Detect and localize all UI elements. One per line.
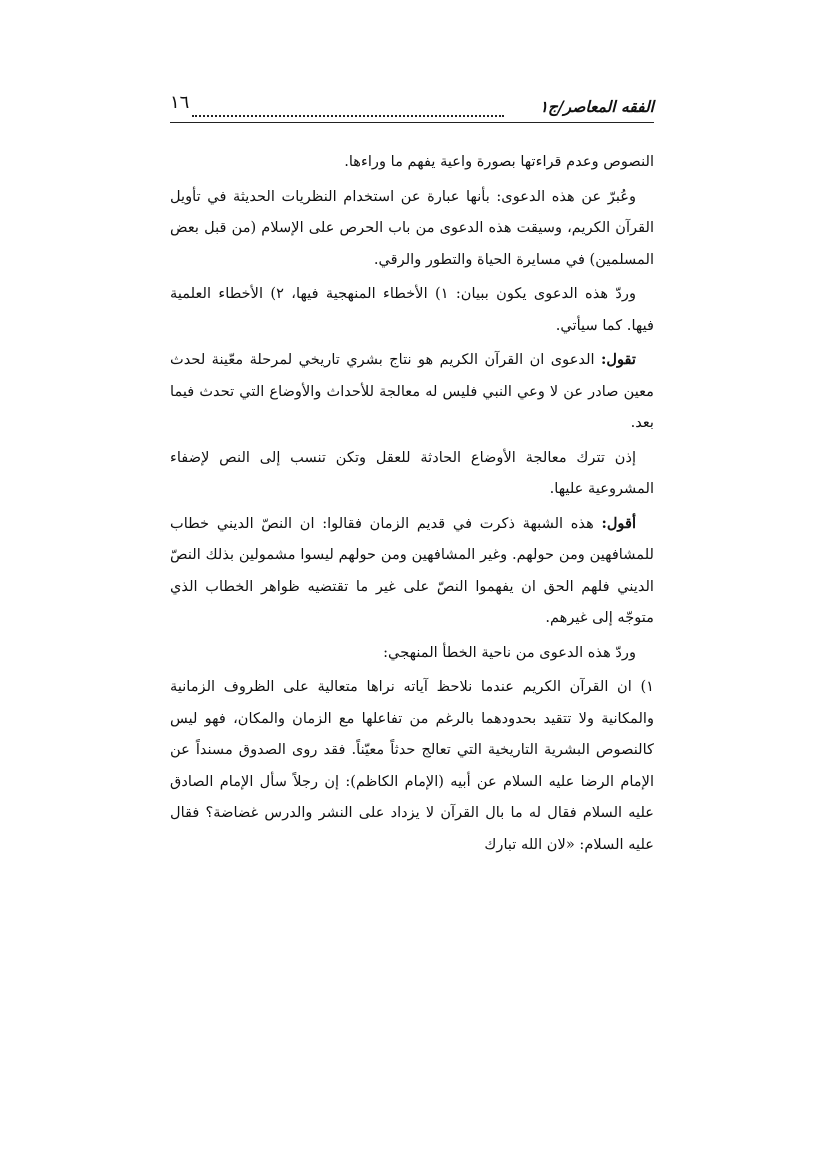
running-header	[170, 92, 654, 126]
header-dotted-leader	[192, 115, 504, 117]
document-page	[170, 92, 654, 863]
paragraph-4	[170, 344, 654, 439]
paragraph-text: النصوص وعدم قراءتها بصورة واعية يفهم ما وراءها.	[344, 153, 654, 170]
paragraph-1	[170, 146, 654, 178]
paragraph-7	[170, 637, 654, 669]
paragraph-8	[170, 671, 654, 860]
paragraph-text: هذه الشبهة ذكرت في قديم الزمان فقالوا: ان النصّ الديني خطاب للمشافهين ومن حولهم. وغير المشافهين ومن حولهم ليسوا مشمولين بذلك النصّ الديني فلهم الحق ان يفهموا النصّ على غير ما تقتضيه ظواهر الخطاب الذي متوجّه إلى غيرهم.	[170, 514, 654, 626]
paragraph-text: وردّ هذه الدعوى يكون ببيان: ١) الأخطاء المنهجية فيها، ٢) الأخطاء العلمية فيها. كما سيأتي.	[170, 285, 654, 334]
paragraph-text: إذن تترك معالجة الأوضاع الحادثة للعقل وتكن تنسب إلى النص لإضفاء المشروعية عليها.	[170, 448, 654, 497]
paragraph-lead: أقول:	[601, 514, 636, 532]
paragraph-5	[170, 442, 654, 505]
paragraph-text: ١) ان القرآن الكريم عندما نلاحظ آياته نراها متعالية على الظروف الزمانية والمكانية ولا تتقيد بحدودهما بالرغم من تفاعلها مع الزمان والمكان، فهو ليس كالنصوص البشرية التاريخية التي تعالج حدثاً معيّناً. فقد روى الصدوق مسنداً عن الإمام الرضا عليه السلام عن أبيه (الإمام الكاظم): إن رجلاً سأل الإمام الصادق عليه السلام فقال له ما بال القرآن لا يزداد على النشر والدرس غضاضة؟ فقال عليه السلام: «لان الله تبارك	[170, 678, 654, 853]
paragraph-text: الدعوى ان القرآن الكريم هو نتاج بشري تاريخي لمرحلة معّينة لحدث معين صادر عن لا وعي النبي فليس له معالجة للأحداث والأوضاع التي تحدث فيما بعد.	[170, 351, 654, 431]
paragraph-6	[170, 508, 654, 634]
paragraph-lead: تقول:	[601, 351, 636, 368]
body-text	[170, 146, 654, 860]
book-title: الفقه المعاصر/ج١	[539, 97, 654, 116]
page-number: ١٦	[170, 92, 190, 113]
paragraph-2	[170, 181, 654, 276]
header-divider	[170, 122, 654, 123]
paragraph-text: وردّ هذه الدعوى من ناحية الخطأ المنهجي:	[383, 643, 636, 661]
paragraph-3	[170, 278, 654, 341]
paragraph-text: وعُبرّ عن هذه الدعوى: بأنها عبارة عن استخدام النظريات الحديثة في تأويل القرآن الكريم، وسيقت هذه الدعوى من باب الحرص على الإسلام (من قبل بعض المسلمين) في مسايرة الحياة والتطور والرقي.	[170, 187, 654, 268]
